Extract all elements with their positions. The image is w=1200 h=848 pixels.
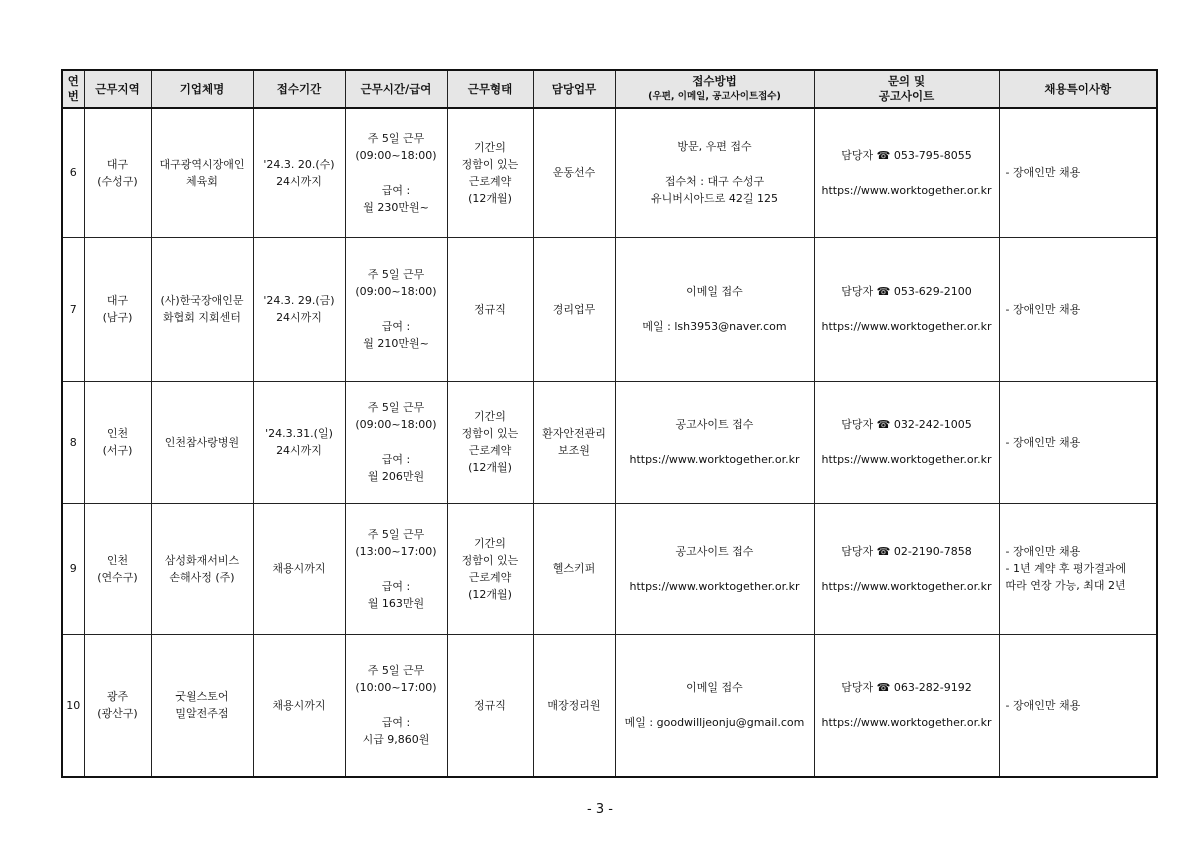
contact-line: 담당자 ☎ 053-795-8055	[841, 148, 972, 162]
work-type-cell	[447, 108, 533, 237]
region-cell	[84, 108, 151, 237]
hours-pay-cell	[345, 237, 447, 381]
company-line: 대구광역시장애인	[159, 157, 245, 171]
header-duty: 담당업무	[533, 70, 615, 108]
company-cell	[151, 381, 253, 503]
contact-line	[817, 164, 997, 182]
row-number: 9	[62, 503, 84, 634]
page-number: - 3 -	[587, 802, 613, 817]
company-line: 체육회	[186, 174, 218, 188]
row-number: 7	[62, 237, 84, 381]
pay-line: 월 230만원~	[363, 200, 429, 214]
notes-line: - 장애인만 채용	[1005, 302, 1081, 316]
duty-cell	[533, 634, 615, 777]
method-line: 방문, 우편 접수	[677, 140, 752, 154]
region-line: 대구	[106, 157, 129, 171]
period-line: 채용시까지	[272, 562, 326, 575]
method-line: 공고사이트 접수	[675, 544, 754, 558]
pay-line: 시급 9,860원	[362, 733, 430, 747]
period-line: 채용시까지	[272, 698, 326, 712]
type-line: 기간의	[474, 536, 506, 550]
header-method: 접수방법 (우편, 이메일, 공고사이트접수)	[615, 70, 814, 108]
table-row	[62, 381, 1157, 503]
method-line	[618, 696, 812, 714]
work-type-cell	[447, 237, 533, 381]
hours-line: (09:00~18:00)	[355, 418, 437, 431]
period-line: 24시까지	[276, 444, 322, 457]
table-row	[62, 237, 1157, 381]
region-line: (광산구)	[97, 707, 138, 721]
notes-cell	[999, 634, 1157, 777]
hours-line: (09:00~18:00)	[355, 148, 437, 162]
period-cell	[253, 634, 345, 777]
method-cell	[615, 381, 814, 503]
header-region: 근무지역	[84, 70, 151, 108]
type-line: 정규직	[474, 698, 506, 712]
work-type-cell	[447, 503, 533, 634]
duty-cell	[533, 237, 615, 381]
hours-pay-cell	[345, 503, 447, 634]
pay-line: 월 206만원	[367, 470, 425, 483]
type-line: 정규직	[474, 302, 506, 316]
work-type-cell	[447, 634, 533, 777]
region-cell	[84, 503, 151, 634]
company-line: 굿윌스토어	[175, 690, 229, 704]
header-no: 연 번	[62, 70, 84, 108]
method-line: 이메일 접수	[686, 681, 743, 695]
method-line: https://www.worktogether.or.kr	[629, 579, 800, 593]
contact-line	[817, 696, 997, 714]
contact-line: 담당자 ☎ 063-282-9192	[841, 681, 972, 695]
table-row	[62, 503, 1157, 634]
hours-line: (13:00~17:00)	[355, 544, 437, 558]
contact-line	[817, 560, 997, 578]
job-listings-table	[61, 69, 1158, 778]
period-cell	[253, 381, 345, 503]
method-line: 메일 : goodwilljeonju@gmail.com	[624, 716, 805, 730]
duty-cell	[533, 503, 615, 634]
contact-cell	[814, 237, 999, 381]
notes-line: 따라 연장 가능, 최대 2년	[1005, 579, 1126, 592]
row-number: 6	[62, 108, 84, 237]
region-line: 광주	[106, 690, 129, 704]
notes-line: - 장애인만 채용	[1005, 545, 1081, 558]
type-line: 기간의	[474, 140, 506, 154]
contact-cell	[814, 634, 999, 777]
spacer	[348, 164, 445, 182]
notes-cell	[999, 503, 1157, 634]
contact-cell	[814, 108, 999, 237]
pay-line: 급여 :	[381, 716, 411, 730]
header-notes: 채용특이사항	[999, 70, 1157, 108]
region-line: (서구)	[102, 444, 133, 457]
type-line: 근로계약	[468, 444, 512, 457]
duty-cell	[533, 108, 615, 237]
region-line: 대구	[106, 294, 129, 307]
contact-line: 담당자 ☎ 02-2190-7858	[841, 544, 972, 558]
hours-line: 주 5일 근무	[367, 664, 425, 678]
table-row	[62, 108, 1157, 237]
notes-cell	[999, 381, 1157, 503]
contact-line	[817, 433, 997, 451]
region-cell	[84, 381, 151, 503]
hours-pay-cell	[345, 108, 447, 237]
notes-cell	[999, 108, 1157, 237]
hours-line: 주 5일 근무	[367, 527, 425, 541]
duty-cell	[533, 381, 615, 503]
contact-line: https://www.worktogether.or.kr	[821, 320, 992, 333]
duty-line: 환자안전관리	[542, 427, 606, 440]
company-cell	[151, 108, 253, 237]
period-cell	[253, 237, 345, 381]
spacer	[348, 560, 445, 578]
period-line: '24.3. 20.(수)	[263, 157, 335, 171]
method-line: 접수처 : 대구 수성구	[664, 175, 765, 189]
hours-line: 주 5일 근무	[367, 401, 425, 414]
table-header-row	[62, 70, 1157, 108]
region-cell	[84, 237, 151, 381]
notes-line: - 장애인만 채용	[1005, 166, 1081, 180]
type-line: (12개월)	[468, 461, 512, 474]
method-line: 메일 : lsh3953@naver.com	[642, 320, 787, 333]
company-line: 인천참사랑병원	[164, 435, 240, 449]
method-line: 이메일 접수	[686, 285, 743, 298]
contact-cell	[814, 503, 999, 634]
type-line: 기간의	[474, 410, 506, 423]
header-hours: 근무시간/급여	[345, 70, 447, 108]
company-cell	[151, 634, 253, 777]
duty-line: 헬스키퍼	[552, 562, 596, 575]
contact-cell	[814, 381, 999, 503]
region-line: 인천	[106, 427, 129, 440]
method-line: https://www.worktogether.or.kr	[629, 453, 800, 466]
period-cell	[253, 108, 345, 237]
hours-pay-cell	[345, 381, 447, 503]
contact-line: https://www.worktogether.or.kr	[821, 579, 992, 593]
company-line: 손해사정 (주)	[169, 570, 235, 584]
table-row	[62, 634, 1157, 777]
notes-cell	[999, 237, 1157, 381]
method-cell	[615, 108, 814, 237]
hours-line: 주 5일 근무	[367, 131, 425, 145]
period-line: '24.3. 29.(금)	[263, 294, 335, 307]
pay-line: 월 210만원~	[363, 337, 429, 350]
region-line: (수성구)	[97, 174, 138, 188]
period-line: 24시까지	[276, 174, 322, 188]
period-cell	[253, 503, 345, 634]
header-type: 근무형태	[447, 70, 533, 108]
hours-line: 주 5일 근무	[367, 268, 425, 281]
pay-line: 급여 :	[381, 320, 411, 333]
spacer	[348, 300, 445, 318]
type-line: 근로계약	[468, 174, 512, 188]
period-line: 24시까지	[276, 311, 322, 324]
pay-line: 급여 :	[381, 579, 411, 593]
region-line: (남구)	[102, 311, 133, 324]
hours-line: (10:00~17:00)	[355, 681, 437, 695]
method-line	[618, 433, 812, 451]
row-number: 10	[62, 634, 84, 777]
company-cell	[151, 503, 253, 634]
header-company: 기업체명	[151, 70, 253, 108]
method-line	[618, 155, 812, 173]
row-number: 8	[62, 381, 84, 503]
notes-line: - 장애인만 채용	[1005, 435, 1081, 449]
notes-line: - 1년 계약 후 평가결과에	[1005, 562, 1127, 575]
method-line	[618, 560, 812, 578]
duty-line: 보조원	[558, 444, 590, 457]
method-cell	[615, 237, 814, 381]
header-contact: 문의 및 공고사이트	[814, 70, 999, 108]
contact-line: 담당자 ☎ 032-242-1005	[841, 418, 972, 431]
company-cell	[151, 237, 253, 381]
contact-line: https://www.worktogether.or.kr	[821, 183, 992, 197]
region-line: (연수구)	[97, 570, 138, 584]
duty-line: 매장정리원	[547, 698, 601, 712]
method-line	[618, 300, 812, 318]
spacer	[348, 433, 445, 451]
contact-line: https://www.worktogether.or.kr	[821, 716, 992, 730]
duty-line: 경리업무	[552, 302, 596, 316]
hours-pay-cell	[345, 634, 447, 777]
pay-line: 급여 :	[381, 183, 411, 197]
contact-line	[817, 300, 997, 318]
type-line: 정함이 있는	[461, 553, 519, 567]
duty-line: 운동선수	[552, 166, 596, 180]
header-period: 접수기간	[253, 70, 345, 108]
method-cell	[615, 634, 814, 777]
company-line: (사)한국장애인문	[160, 294, 244, 307]
method-line: 공고사이트 접수	[675, 418, 754, 431]
type-line: 정함이 있는	[461, 427, 519, 440]
region-cell	[84, 634, 151, 777]
region-line: 인천	[106, 553, 129, 567]
company-line: 밀알전주점	[175, 707, 229, 721]
method-cell	[615, 503, 814, 634]
type-line: (12개월)	[468, 191, 512, 205]
contact-line: https://www.worktogether.or.kr	[821, 453, 992, 466]
company-line: 화협회 지회센터	[163, 311, 241, 324]
type-line: 정함이 있는	[461, 157, 519, 171]
spacer	[348, 696, 445, 714]
company-line: 삼성화재서비스	[164, 553, 240, 567]
pay-line: 급여 :	[381, 453, 411, 466]
pay-line: 월 163만원	[367, 596, 425, 610]
period-line: '24.3.31.(일)	[265, 427, 333, 440]
notes-line: - 장애인만 채용	[1005, 698, 1081, 712]
type-line: (12개월)	[468, 587, 512, 601]
contact-line: 담당자 ☎ 053-629-2100	[841, 285, 972, 298]
method-line: 유니버시아드로 42길 125	[651, 192, 778, 206]
work-type-cell	[447, 381, 533, 503]
hours-line: (09:00~18:00)	[355, 285, 437, 298]
type-line: 근로계약	[468, 570, 512, 584]
